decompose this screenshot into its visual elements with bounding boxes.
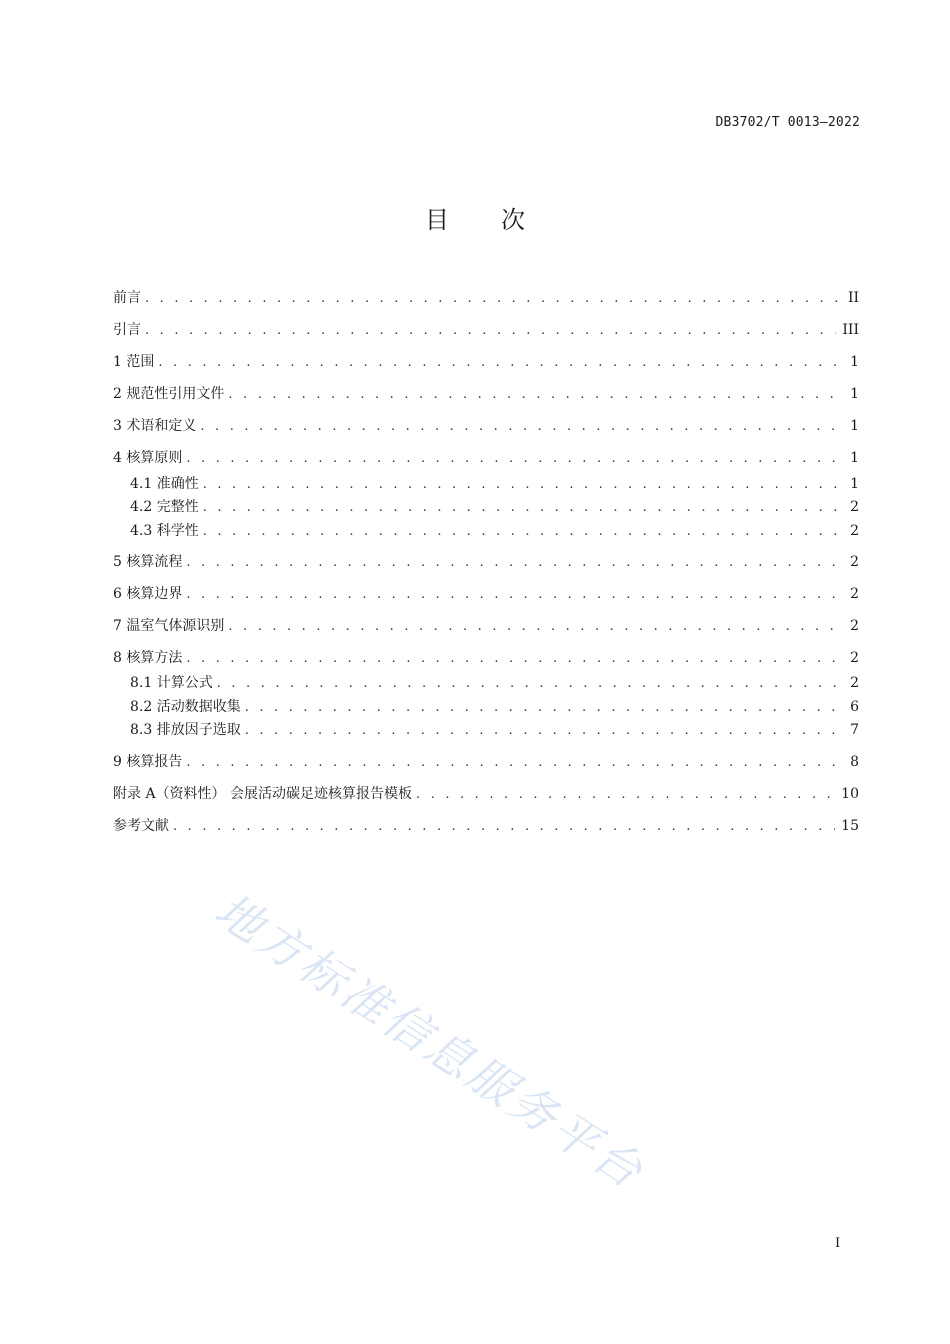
toc-entry-page: 7	[850, 722, 859, 738]
toc-leader-dots	[228, 384, 843, 406]
title-char-1: 目	[425, 206, 449, 234]
toc-leader-dots	[416, 784, 835, 806]
document-code: DB3702/T 0013—2022	[715, 115, 860, 130]
toc-entry-label: 2 规范性引用文件	[113, 383, 228, 405]
toc-entry-page: 2	[850, 554, 859, 570]
toc-entry-label: 引言	[113, 319, 145, 341]
toc-entry-page: III	[842, 322, 859, 338]
toc-entry-scope[interactable]	[113, 351, 859, 373]
toc-entry-label: 4 核算原则	[113, 447, 186, 469]
toc-entry-normative-references[interactable]	[113, 383, 859, 405]
toc-entry-label: 8 核算方法	[113, 647, 186, 669]
toc-entry-ghg-sources[interactable]	[113, 615, 859, 637]
toc-entry-label: 8.1 计算公式	[130, 672, 217, 694]
toc-entry-formula[interactable]	[130, 672, 859, 694]
toc-leader-dots	[186, 584, 843, 606]
toc-entry-activity-data[interactable]	[130, 696, 859, 718]
toc-leader-dots	[145, 320, 836, 342]
toc-entry-foreword[interactable]	[113, 287, 859, 309]
toc-entry-process[interactable]	[113, 551, 859, 573]
toc-entry-label: 8.3 排放因子选取	[130, 719, 245, 741]
toc-entry-label: 前言	[113, 287, 145, 309]
toc-entry-bibliography[interactable]	[113, 815, 859, 837]
toc-entry-label: 8.2 活动数据收集	[130, 696, 245, 718]
toc-entry-label: 附录 A（资料性） 会展活动碳足迹核算报告模板	[113, 783, 416, 805]
toc-entry-label: 4.2 完整性	[130, 496, 203, 518]
toc-entry-page: 15	[841, 818, 859, 834]
toc-leader-dots	[173, 816, 835, 838]
toc-entry-page: 10	[841, 786, 859, 802]
toc-entry-label: 4.3 科学性	[130, 520, 203, 542]
toc-entry-label: 6 核算边界	[113, 583, 186, 605]
toc-entry-page: 8	[850, 754, 859, 770]
toc-entry-page: 6	[850, 699, 859, 715]
toc-entry-emission-factors[interactable]	[130, 719, 859, 741]
toc-entry-page: 2	[850, 499, 859, 515]
toc-entry-page: 2	[850, 618, 859, 634]
toc-entry-label: 9 核算报告	[113, 751, 186, 773]
toc-leader-dots	[203, 474, 843, 496]
toc-entry-label: 7 温室气体源识别	[113, 615, 228, 637]
toc-entry-page: II	[847, 290, 859, 306]
toc-leader-dots	[228, 616, 843, 638]
toc-entry-appendix-a[interactable]	[113, 783, 859, 805]
toc-leader-dots	[245, 720, 843, 742]
toc-entry-label: 5 核算流程	[113, 551, 186, 573]
toc-entry-report[interactable]	[113, 751, 859, 773]
toc-entry-terms[interactable]	[113, 415, 859, 437]
page-title	[0, 200, 950, 235]
toc-entry-page: 2	[850, 650, 859, 666]
toc-leader-dots	[158, 352, 843, 374]
toc-entry-page: 1	[850, 354, 859, 370]
toc-entry-page: 1	[850, 386, 859, 402]
toc-leader-dots	[186, 448, 843, 470]
toc-entry-page: 2	[850, 586, 859, 602]
toc-leader-dots	[186, 752, 843, 774]
toc-leader-dots	[203, 497, 843, 519]
toc-entry-label: 1 范围	[113, 351, 158, 373]
page-number: I	[835, 1236, 841, 1251]
toc-entry-label: 3 术语和定义	[113, 415, 200, 437]
toc-entry-introduction[interactable]	[113, 319, 859, 341]
toc-leader-dots	[245, 697, 843, 719]
toc-entry-page: 1	[850, 418, 859, 434]
toc-entry-page: 1	[850, 450, 859, 466]
toc-entry-scientific[interactable]	[130, 520, 859, 542]
toc-leader-dots	[186, 648, 843, 670]
toc-leader-dots	[200, 416, 843, 438]
title-char-2: 次	[501, 206, 525, 234]
toc-entry-label: 参考文献	[113, 815, 173, 837]
toc-entry-completeness[interactable]	[130, 496, 859, 518]
toc-entry-page: 2	[850, 523, 859, 539]
toc-leader-dots	[186, 552, 843, 574]
toc-entry-accuracy[interactable]	[130, 473, 859, 495]
watermark: 地方标准信息服务平台	[205, 882, 655, 1201]
toc-leader-dots	[217, 673, 843, 695]
toc-entry-page: 2	[850, 675, 859, 691]
toc-leader-dots	[203, 521, 843, 543]
toc-entry-label: 4.1 准确性	[130, 473, 203, 495]
toc-leader-dots	[145, 288, 842, 310]
toc-entry-methods[interactable]	[113, 647, 859, 669]
toc-entry-page: 1	[850, 476, 859, 492]
toc-entry-boundary[interactable]	[113, 583, 859, 605]
toc-entry-principles[interactable]	[113, 447, 859, 469]
